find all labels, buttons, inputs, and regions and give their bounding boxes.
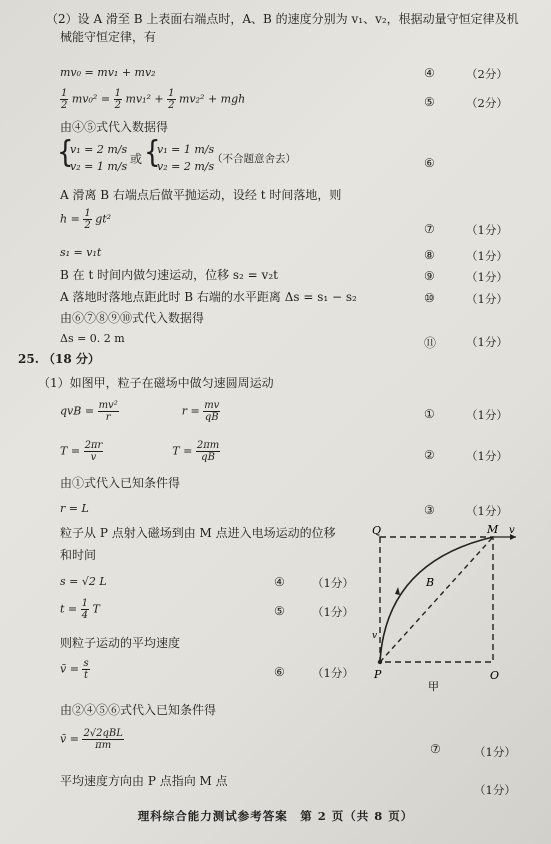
equation-7: h = $\frac{1}{2}$ gt² [60,208,112,231]
equation-number: ⑥ [274,665,285,679]
score: （1分） [312,666,354,680]
equation-11: Δs = 0. 2 m [60,332,125,345]
figure-caption: 甲 [428,680,439,693]
text-direction: 平均速度方向由 P 点指向 M 点 [60,774,228,788]
question-25-heading: 25. （18 分） [18,352,100,366]
equation-number: ⑥ [424,156,435,170]
score: （1分） [466,449,508,463]
intro-line-2: 械能守恒定律，有 [60,30,157,44]
score: （2分） [466,96,508,110]
equation-10: A 落地时落地点距此时 B 右端的水平距离 Δs = s₁ − s₂ [60,290,357,304]
or-word: 或 [130,152,143,166]
label-p: P [374,668,382,681]
equation-number: ④ [274,575,285,589]
equation-v-result: v̄ = $\frac{\text{2√2qBL}}{\pi m}$ [60,728,123,751]
equation-8: s₁ = v₁t [60,246,102,259]
label-m: M [487,523,499,536]
score: （1分） [466,408,508,422]
score: （1分） [466,504,508,518]
text-projectile: A 滑离 B 右端点后做平抛运动，设经 t 时间落地，则 [60,188,342,202]
figure-jia [360,522,530,702]
text-substitute-2: 由⑥⑦⑧⑨⑩式代入数据得 [60,311,205,325]
label-o: O [490,669,500,682]
score: （2分） [466,67,508,81]
equation-9: B 在 t 时间内做匀速运动，位移 s₂ = v₂t [60,268,278,282]
arrowhead [395,587,400,595]
equation-v: v̄ = $\frac{s}{t}$ [60,658,89,681]
label-v-p: v [372,631,378,641]
score: （1分） [466,249,508,263]
equation-number: ⑦ [424,222,435,236]
text-average-velocity: 则粒子运动的平均速度 [60,636,181,650]
label-v-m: v [509,525,515,536]
equation-number: ② [424,448,435,462]
left-brace: { [57,135,74,171]
score: （1分） [466,335,508,349]
equation-number: ⑦ [430,742,441,756]
equation-s: s = √2 L [60,575,107,588]
solution-v1-alt: v₁ = 1 m/s [157,143,215,156]
equation-number: ⑩ [424,291,435,305]
part-1-intro: （1）如图甲，粒子在磁场中做匀速圆周运动 [38,376,274,390]
score: （1分） [466,223,508,237]
score: （1分） [466,270,508,284]
equation-number: ① [424,407,435,421]
left-brace: { [144,135,161,171]
equation-1: qvB = $\frac{\text{mv²}}{r}$ r = $\frac{mv}{qB}$ [60,400,220,423]
equation-number: ④ [424,66,435,80]
equation-number: ③ [424,503,435,517]
intro-line-1: （2）设 A 滑至 B 上表面右端点时，A、B 的速度分别为 v₁、v₂，根据动量守恒定律及机 [46,12,519,26]
solution-v2: v₂ = 1 m/s [70,160,128,173]
score: （1分） [312,576,354,590]
equation-number: ⑤ [274,604,285,618]
equation-5: $\frac{1}{2}$ mv₀² = $\frac{1}{2}$ mv₁² + $\frac{1}{2}$ mv₂² + mgh [61,88,246,111]
label-b: B [426,576,435,589]
point-p-dot [378,660,382,664]
equation-2: T = $\frac{2\pi r}{v}$ T = $\frac{2\pi m}{qB}$ [60,440,220,463]
score: （1分） [474,745,516,759]
rejected-note: （不合题意舍去） [212,153,296,165]
equation-t: t = $\frac{1}{4}$ T [60,598,100,621]
solution-v1: v₁ = 2 m/s [70,143,128,156]
equation-number: ⑨ [424,269,435,283]
solution-v2-alt: v₂ = 2 m/s [157,160,215,173]
equation-4: mv₀ = mv₁ + mv₂ [60,66,156,79]
equation-number: ⑪ [424,336,437,350]
score: （1分） [474,783,516,797]
score: （1分） [466,292,508,306]
equation-number: ⑤ [424,95,435,109]
equation-number: ⑧ [424,248,435,262]
score: （1分） [312,605,354,619]
text-substitute-1: 由④⑤式代入数据得 [60,120,169,134]
label-q: Q [372,524,382,537]
text-substitute-4: 由②④⑤⑥式代入已知条件得 [60,703,217,717]
text-substitute-3: 由①式代入已知条件得 [60,476,181,490]
page-footer: 理科综合能力测试参考答案 第 2 页（共 8 页） [137,809,414,823]
text-and-time: 和时间 [60,548,97,562]
text-displacement: 粒子从 P 点射入磁场到由 M 点进入电场运动的位移 [60,526,336,540]
equation-3: r = L [60,502,89,515]
